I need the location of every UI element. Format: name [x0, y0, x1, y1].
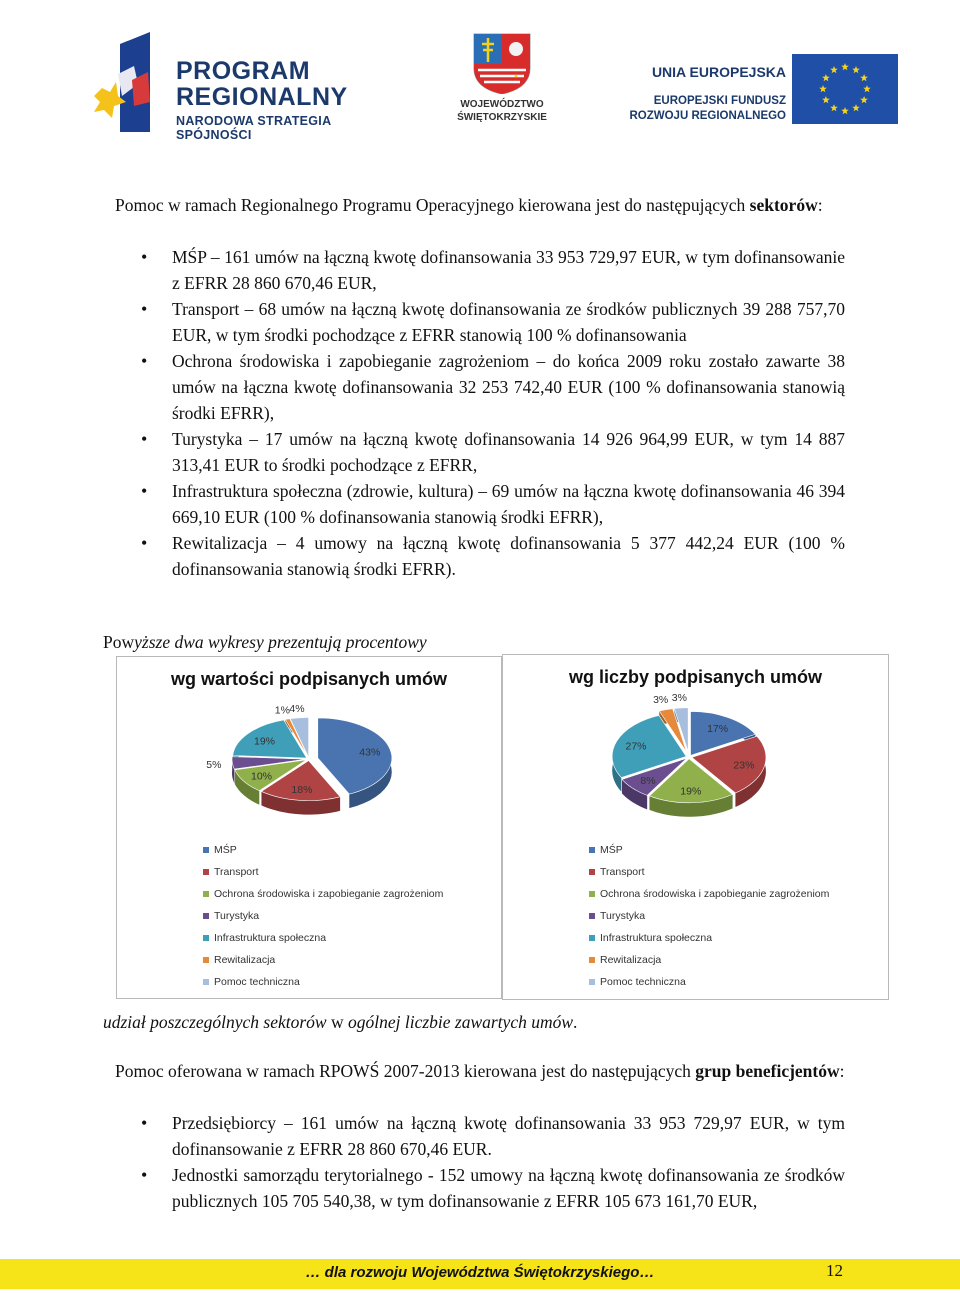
pie-data-label: 3%: [671, 691, 687, 704]
chart-outro-line: udział poszczególnych sektorów w ogólnej liczbie zawartych umów.: [103, 1012, 578, 1032]
legend-item: [203, 927, 443, 949]
chart-count-panel: [502, 654, 889, 1000]
list-item: • Turystyka – 17 umów na łączną kwotę dofinansowania 14 926 964,99 EUR, w tym 14 887 313,41 EUR to środki pochodzące z EFRR,: [115, 426, 845, 478]
voivodeship-logo: [456, 32, 548, 132]
list-item: • Przedsiębiorcy – 161 umów na łączną kwotę dofinansowania 33 953 729,97 EUR, w tym dofinansowanie z EFRR 28 860 670,46 EUR.: [115, 1110, 845, 1162]
chart-count-title: wg liczby podpisanych umów: [568, 667, 823, 687]
legend-label: Infrastruktura społeczna: [214, 932, 327, 944]
pie-data-label: 10%: [250, 770, 273, 783]
legend-label: MŚP: [214, 844, 237, 856]
pie-data-label: 4%: [289, 702, 305, 715]
legend-label: Rewitalizacja: [600, 954, 662, 966]
legend-item: [589, 883, 829, 905]
legend-item: [203, 949, 443, 971]
legend-swatch: [589, 869, 595, 875]
legend-label: MŚP: [600, 844, 623, 856]
list-item: • Ochrona środowiska i zapobieganie zagrożeniom – do końca 2009 roku zostało zawarte 38 umów na łączna kwotę dofinansowania 32 253 742,40 EUR (100 % dofinansowania stanowią środki EFRR),: [115, 348, 845, 426]
beneficiaries-list: [115, 1110, 845, 1214]
legend-swatch: [203, 957, 209, 963]
eu-logo-line1: UNIA EUROPEJSKA: [651, 64, 786, 80]
legend-label: Transport: [600, 866, 645, 878]
legend-item: [589, 927, 829, 949]
legend-label: Turystyka: [600, 910, 646, 922]
chart-count-legend: [589, 839, 829, 993]
pie-chart-value: [117, 693, 501, 863]
sectors-list: [115, 244, 845, 582]
list-item: • Rewitalizacja – 4 umowy na łączną kwotę dofinansowania 5 377 442,24 EUR (100 % dofinansowania stanowią środki EFRR).: [115, 530, 845, 582]
voivodeship-logo-line2: ŚWIĘTOKRZYSKIE: [457, 112, 547, 123]
chart-intro-line: Powyższe dwa wykresy prezentują procentowy: [103, 632, 427, 652]
page-number: 12: [826, 1261, 843, 1280]
beneficiaries-intro-bold: grup beneficjentów: [695, 1061, 840, 1081]
legend-label: Transport: [214, 866, 259, 878]
legend-swatch: [203, 979, 209, 985]
legend-swatch: [589, 957, 595, 963]
legend-swatch: [203, 935, 209, 941]
eu-logo-line2: EUROPEJSKI FUNDUSZ: [653, 95, 786, 107]
chart-value-legend: [203, 839, 443, 993]
program-logo-graphic: [88, 30, 168, 136]
legend-label: Rewitalizacja: [214, 954, 276, 966]
chart-value-panel: [116, 656, 502, 999]
sectors-intro-bold: sektorów: [749, 195, 818, 215]
voivodeship-crest-icon: [472, 32, 532, 94]
pie-data-label: 17%: [707, 723, 729, 736]
sectors-intro: Pomoc w ramach Regionalnego Programu Operacyjnego kierowana jest do następujących sektorów:: [115, 195, 823, 215]
legend-label: Pomoc techniczna: [600, 976, 686, 988]
list-item: • Infrastruktura społeczna (zdrowie, kultura) – 69 umów na łączna kwotę dofinansowania 46 394 669,10 EUR (100 % dofinansowania stanowią środki EFRR),: [115, 478, 845, 530]
legend-item: [589, 971, 829, 993]
legend-swatch: [203, 913, 209, 919]
list-item: • Jednostki samorządu terytorialnego - 152 umowy na łączną kwotę dofinansowania ze środków publicznych 105 705 540,38, w tym dofinansowanie z EFRR 105 673 161,70 EUR,: [115, 1162, 845, 1214]
program-logo-line1: PROGRAM: [176, 57, 311, 85]
program-logo-line2: REGIONALNY: [176, 83, 348, 111]
legend-item: [203, 971, 443, 993]
list-item: • MŚP – 161 umów na łączną kwotę dofinansowania 33 953 729,97 EUR, w tym dofinansowanie z EFRR 28 860 670,46 EUR,: [115, 244, 845, 296]
eu-flag-icon: [792, 54, 898, 124]
legend-swatch: [589, 979, 595, 985]
legend-label: Ochrona środowiska i zapobieganie zagrożeniom: [600, 888, 830, 900]
pie-data-label: 1%: [274, 704, 290, 717]
pie-chart-count: [503, 691, 888, 861]
pie-data-label: 8%: [640, 774, 656, 787]
legend-item: [589, 839, 829, 861]
legend-item: [589, 949, 829, 971]
pie-data-label: 19%: [253, 735, 276, 748]
footer-slogan: … dla rozwoju Województwa Świętokrzyskiego…: [305, 1264, 655, 1281]
legend-swatch: [589, 913, 595, 919]
legend-item: [203, 861, 443, 883]
legend-label: Infrastruktura społeczna: [600, 932, 713, 944]
legend-swatch: [589, 847, 595, 853]
voivodeship-logo-line1: WOJEWÓDZTWO: [460, 99, 544, 110]
legend-item: [589, 861, 829, 883]
pie-data-label: 18%: [291, 784, 313, 797]
eu-logo-line3: ROZWOJU REGIONALNEGO: [629, 110, 786, 122]
legend-item: [589, 905, 829, 927]
legend-item: [203, 839, 443, 861]
legend-label: Turystyka: [214, 910, 260, 922]
legend-label: Pomoc techniczna: [214, 976, 300, 988]
pie-data-label: 23%: [733, 759, 755, 772]
pie-data-label: 27%: [625, 740, 647, 753]
legend-swatch: [589, 891, 595, 897]
pie-data-label: 3%: [653, 694, 669, 706]
program-logo-line3: NARODOWA STRATEGIA SPÓJNOŚCI: [176, 114, 331, 142]
pie-data-label: 5%: [206, 758, 222, 771]
legend-item: [203, 905, 443, 927]
program-logo-text: [176, 58, 408, 142]
program-regionalny-logo: [88, 30, 408, 142]
beneficiaries-intro: Pomoc oferowana w ramach RPOWŚ 2007-2013 kierowana jest do następujących grup beneficjentów:: [115, 1061, 845, 1081]
chart-value-title: wg wartości podpisanych umów: [170, 669, 448, 689]
legend-swatch: [203, 869, 209, 875]
legend-item: [203, 883, 443, 905]
pie-data-label: 19%: [680, 785, 702, 798]
pie-data-label: 43%: [359, 746, 381, 759]
legend-swatch: [203, 847, 209, 853]
legend-label: Ochrona środowiska i zapobieganie zagrożeniom: [214, 888, 444, 900]
voivodeship-logo-text: [456, 98, 548, 124]
legend-swatch: [589, 935, 595, 941]
list-item: • Transport – 68 umów na łączną kwotę dofinansowania ze środków publicznych 39 288 757,70 EUR, w tym środki pochodzące z EFRR stanowią 100 % dofinansowania: [115, 296, 845, 348]
eu-logo-text: [626, 64, 786, 124]
legend-swatch: [203, 891, 209, 897]
